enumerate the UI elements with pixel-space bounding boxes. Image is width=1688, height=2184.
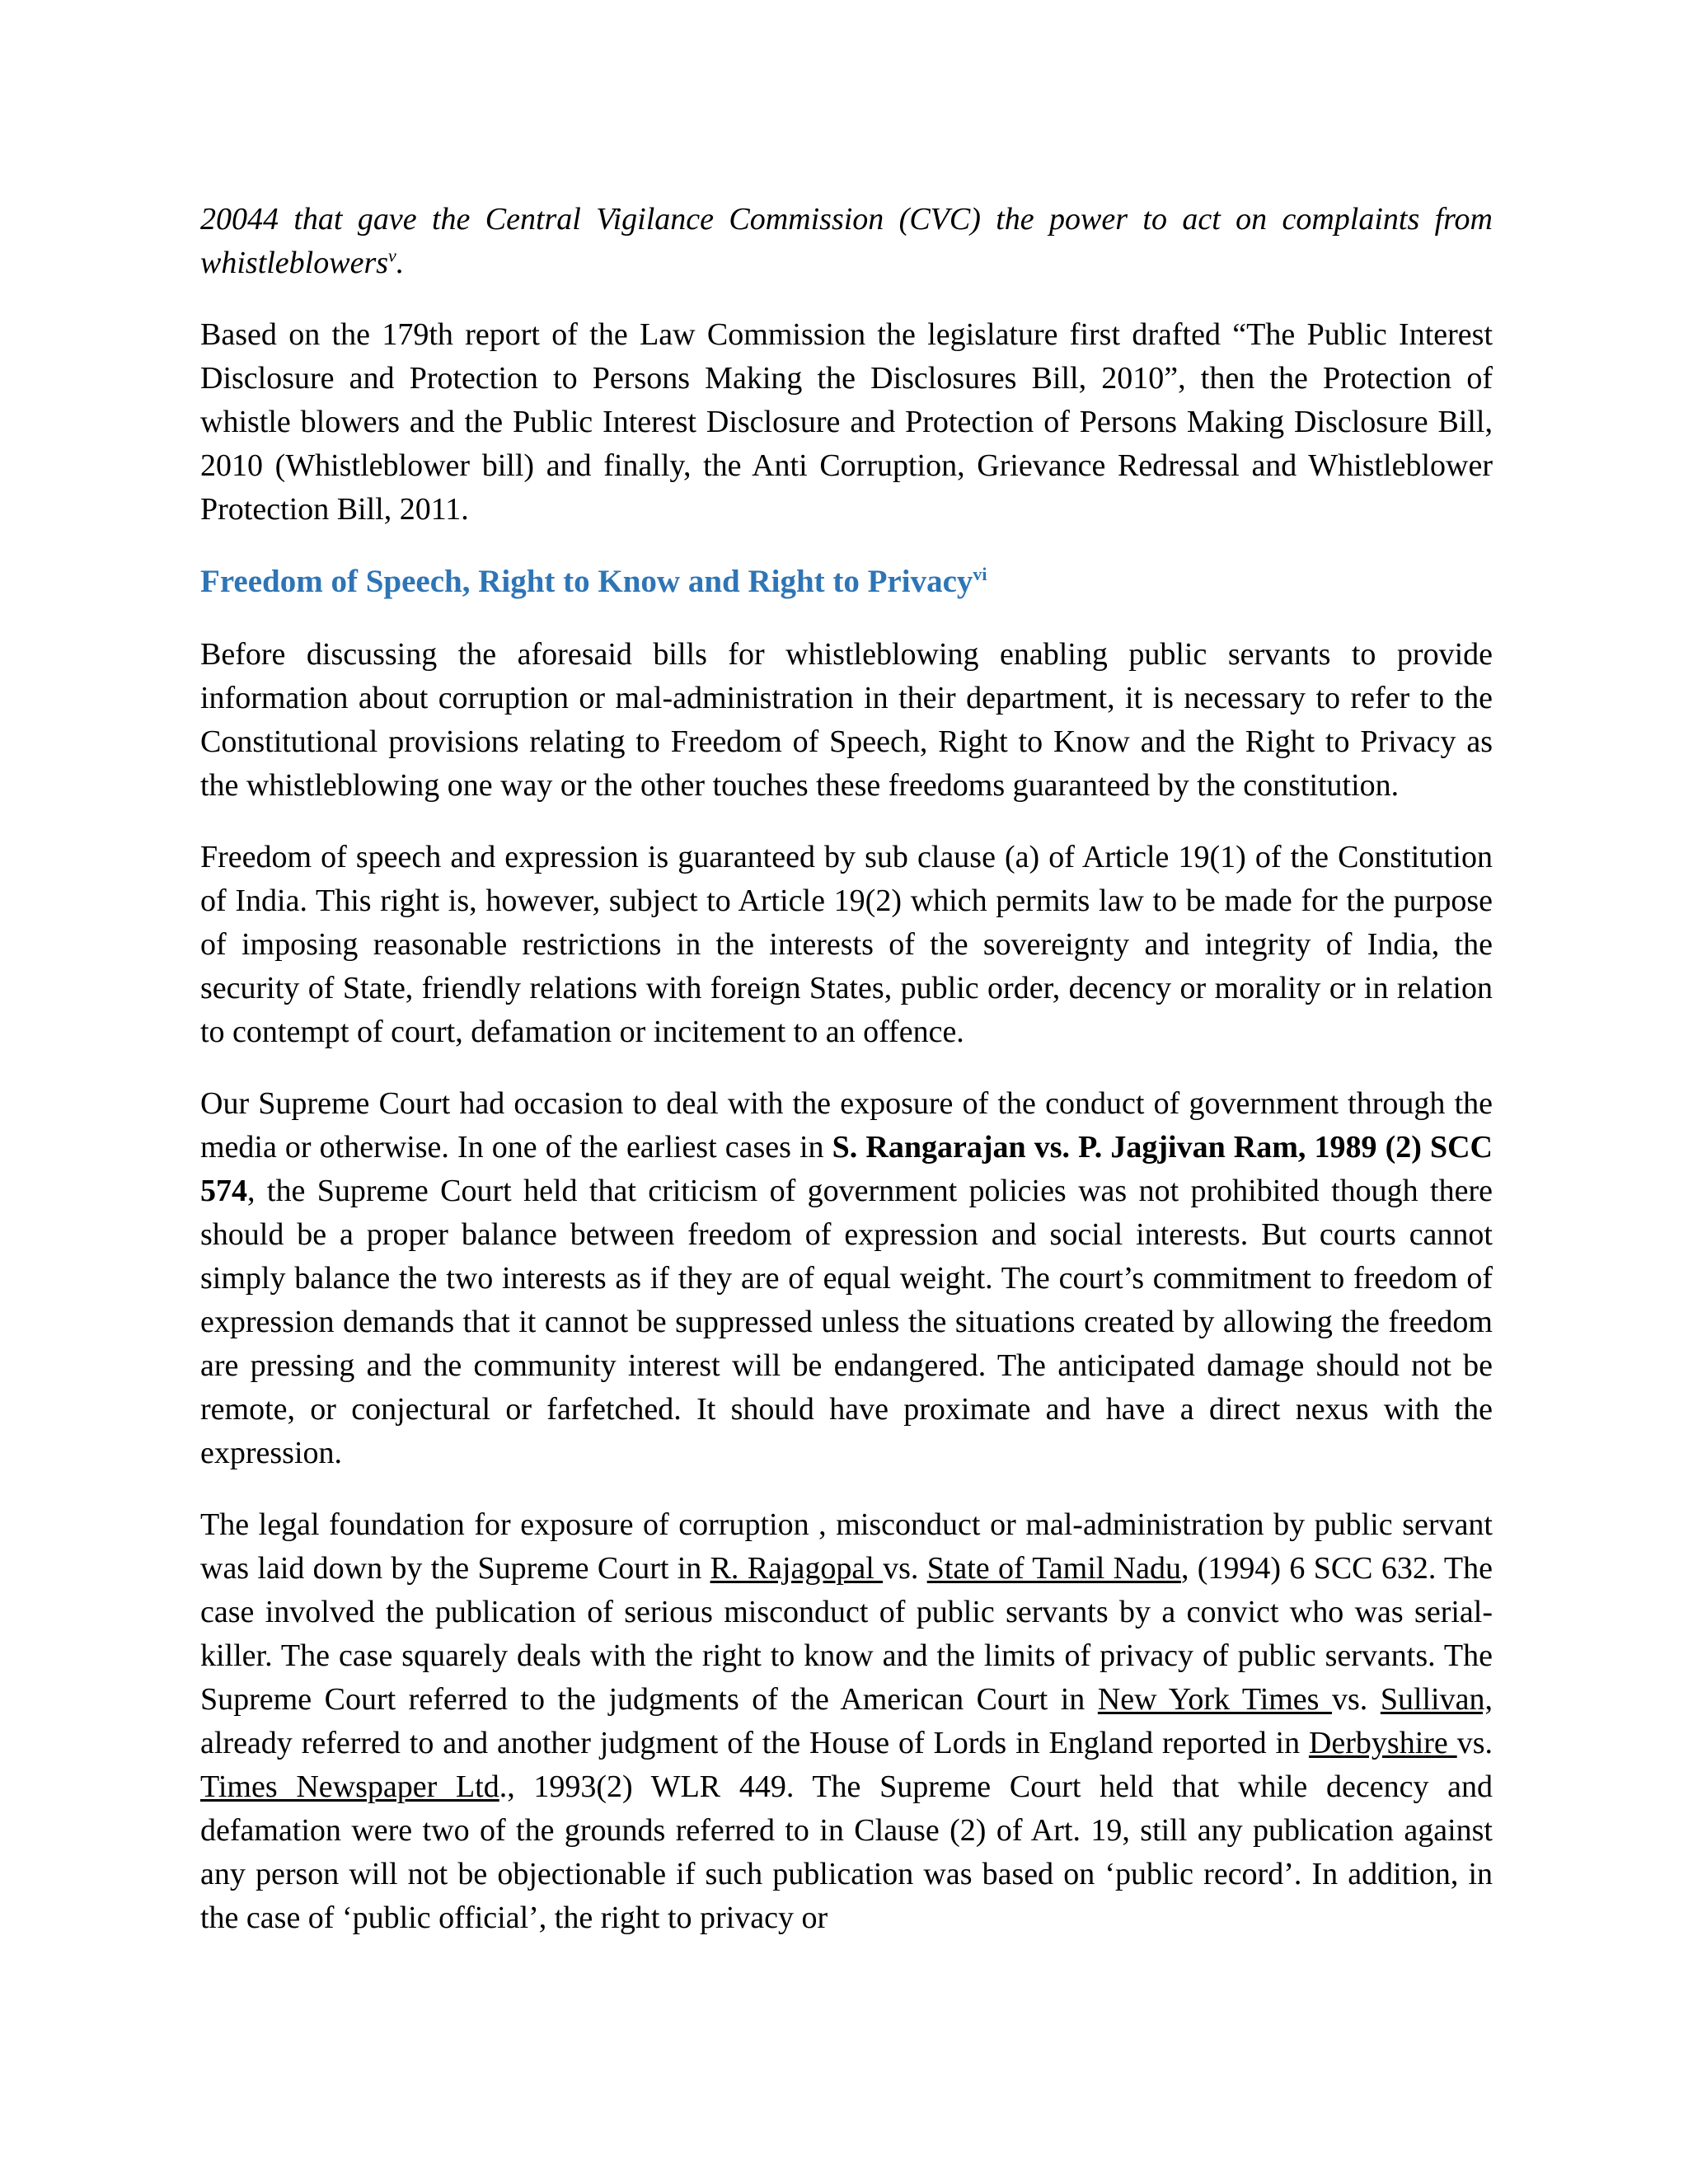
case-party-link[interactable]: State of Tamil Nadu	[926, 1551, 1181, 1586]
paragraph-text: Our Supreme Court had occasion to deal with the exposure of the conduct of government through the media or otherwise. In one of the earliest cases in	[200, 1086, 1493, 1165]
endnote-marker[interactable]: v	[388, 245, 396, 266]
paragraph-text: vs.	[883, 1551, 927, 1586]
case-party-link[interactable]: Times Newspaper Ltd	[200, 1769, 499, 1804]
paragraph-text: vs.	[1332, 1682, 1381, 1717]
document-page	[200, 198, 1493, 1968]
case-citation: S. Rangarajan vs. P. Jagjivan Ram, 1989 (2) SCC 574	[200, 1130, 1493, 1208]
paragraph-cvc-power	[200, 198, 1493, 285]
paragraph-text: ., 1993(2) WLR 449. The Supreme Court held that while decency and defamation were two of the grounds referred to in Clause (2) of Art. 19, still any publication against any person will not be objectionable if such publication was based on ‘public record’. In addition, in the case of ‘public official’, the right to privacy or	[200, 1769, 1493, 1935]
paragraph-text: , the Supreme Court held that criticism of government policies was not prohibited though there should be a proper balance between freedom of expression and social interests. But courts cannot simply balance the two interests as if they are of equal weight. The court’s commitment to freedom of expression demands that it cannot be suppressed unless the situations created by allowing the freedom are pressing and the community interest will be endangered. The anticipated damage should not be remote, or conjectural or farfetched. It should have proximate and have a direct nexus with the expression.	[200, 1174, 1493, 1470]
paragraph-rangarajan-case	[200, 1082, 1493, 1475]
paragraph-text: , (1994) 6 SCC 632. The case involved the publication of serious misconduct of public servants by a convict who was serial-killer. The case squarely deals with the right to know and the limits of privacy of public servants. The Supreme Court referred to the judgments of the American Court in	[200, 1551, 1493, 1717]
paragraph-bills-history: Based on the 179th report of the Law Commission the legislature first drafted “The Public Interest Disclosure and Protection to Persons Making the Disclosures Bill, 2010”, then the Protection of whistle blowers and the Public Interest Disclosure and Protection of Persons Making Disclosure Bill, 2010 (Whistleblower bill) and finally, the Anti Corruption, Grievance Redressal and Whistleblower Protection Bill, 2011.	[200, 317, 1493, 527]
paragraph-article-19: Freedom of speech and expression is guaranteed by sub clause (a) of Article 19(1) of the Constitution of India. This right is, however, subject to Article 19(2) which permits law to be made for the purpose of imposing reasonable restrictions in the interests of the sovereignty and integrity of India, the security of State, friendly relations with foreign States, public order, decency or morality or in relation to contempt of court, defamation or incitement to an offence.	[200, 840, 1493, 1049]
paragraph-text: already referred to and another judgment of the House of Lords in England reported in	[200, 1726, 1309, 1760]
case-party-link[interactable]: New York Times	[1097, 1682, 1332, 1717]
case-party-link[interactable]: R. Rajagopal	[710, 1551, 884, 1586]
case-party-link[interactable]: Derbyshire	[1308, 1726, 1457, 1760]
endnote-marker[interactable]: vi	[973, 564, 987, 584]
paragraph-punctuation: .	[396, 246, 405, 280]
paragraph-text: The legal foundation for exposure of corruption , misconduct or mal-administration by public servant was laid down by the Supreme Court in	[200, 1507, 1493, 1586]
section-heading-text: Freedom of Speech, Right to Know and Right to Privacy	[200, 564, 973, 599]
section-heading	[200, 560, 1493, 603]
paragraph-text: vs.	[1456, 1726, 1493, 1760]
paragraph-constitutional-provisions: Before discussing the aforesaid bills for whistleblowing enabling public servants to provide information about corruption or mal-administration in their department, it is necessary to refer to the Constitutional provisions relating to Freedom of Speech, Right to Know and the Right to Privacy as the whistleblowing one way or the other touches these freedoms guaranteed by the constitution.	[200, 637, 1493, 803]
paragraph-text: 20044 that gave the Central Vigilance Commission (CVC) the power to act on complaints from whistleblowers	[200, 202, 1493, 280]
paragraph-rajagopal-case	[200, 1503, 1493, 1940]
case-party-link[interactable]: Sullivan,	[1380, 1682, 1493, 1717]
